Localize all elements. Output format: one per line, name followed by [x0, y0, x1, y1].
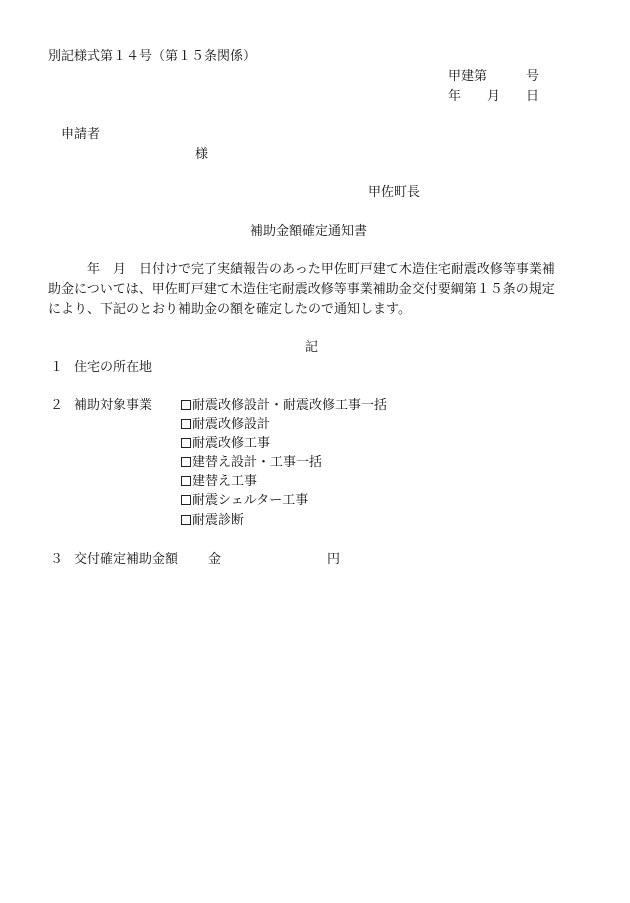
option-label: 耐震改修設計・耐震改修工事一括 — [192, 398, 388, 413]
checkbox[interactable] — [181, 476, 191, 486]
item3-label: 交付確定補助金額 — [74, 552, 179, 567]
option-item[interactable] — [181, 514, 387, 533]
item2-label: 補助対象事業 — [74, 398, 153, 413]
item1-label: 住宅の所在地 — [74, 360, 153, 375]
ki-heading: 記 — [305, 340, 319, 355]
option-item[interactable] — [181, 399, 387, 418]
checkbox[interactable] — [181, 400, 191, 410]
checkbox[interactable] — [181, 438, 191, 448]
option-label: 建替え工事 — [192, 474, 258, 490]
checkbox[interactable] — [181, 457, 191, 467]
body-line: 年 月 日付けで完了実績報告のあった甲佐町戸建て木造住宅耐震改修等事業補 — [87, 262, 555, 277]
item1-number: １ — [50, 360, 64, 375]
body-paragraph — [48, 263, 588, 323]
document-date: 年 月 日 — [448, 89, 540, 104]
form-label: 別記様式第１４号（第１５条関係） — [48, 49, 257, 64]
option-label: 建替え設計・工事一括 — [192, 455, 323, 471]
body-line: 助金については、甲佐町戸建て木造住宅耐震改修等事業補助金交付要綱第１５条の規定 — [48, 282, 555, 297]
item3-number: ３ — [50, 552, 64, 567]
option-label: 耐震改修設計 — [192, 417, 271, 433]
body-line: により、下記のとおり補助金の額を確定したので通知します。 — [48, 302, 411, 317]
option-label: 耐震診断 — [192, 512, 245, 528]
option-label: 耐震シェルター工事 — [192, 493, 309, 509]
honorific: 様 — [195, 147, 209, 162]
option-item[interactable] — [181, 475, 387, 494]
item2-number: ２ — [50, 398, 64, 413]
document-number: 甲建第 号 — [448, 69, 540, 84]
option-label: 耐震改修工事 — [192, 436, 271, 452]
checkbox[interactable] — [181, 495, 191, 505]
option-item[interactable] — [181, 418, 387, 437]
amount-unit: 円 — [327, 552, 341, 567]
project-options-list — [181, 399, 387, 533]
document-title: 補助金額確定通知書 — [250, 224, 368, 239]
amount-prefix: 金 — [208, 552, 222, 567]
applicant-label: 申請者 — [61, 127, 101, 142]
issuer: 甲佐町長 — [368, 185, 421, 200]
checkbox[interactable] — [181, 419, 191, 429]
option-item[interactable] — [181, 456, 387, 475]
checkbox[interactable] — [181, 515, 191, 525]
option-item[interactable] — [181, 437, 387, 456]
option-item[interactable] — [181, 494, 387, 513]
